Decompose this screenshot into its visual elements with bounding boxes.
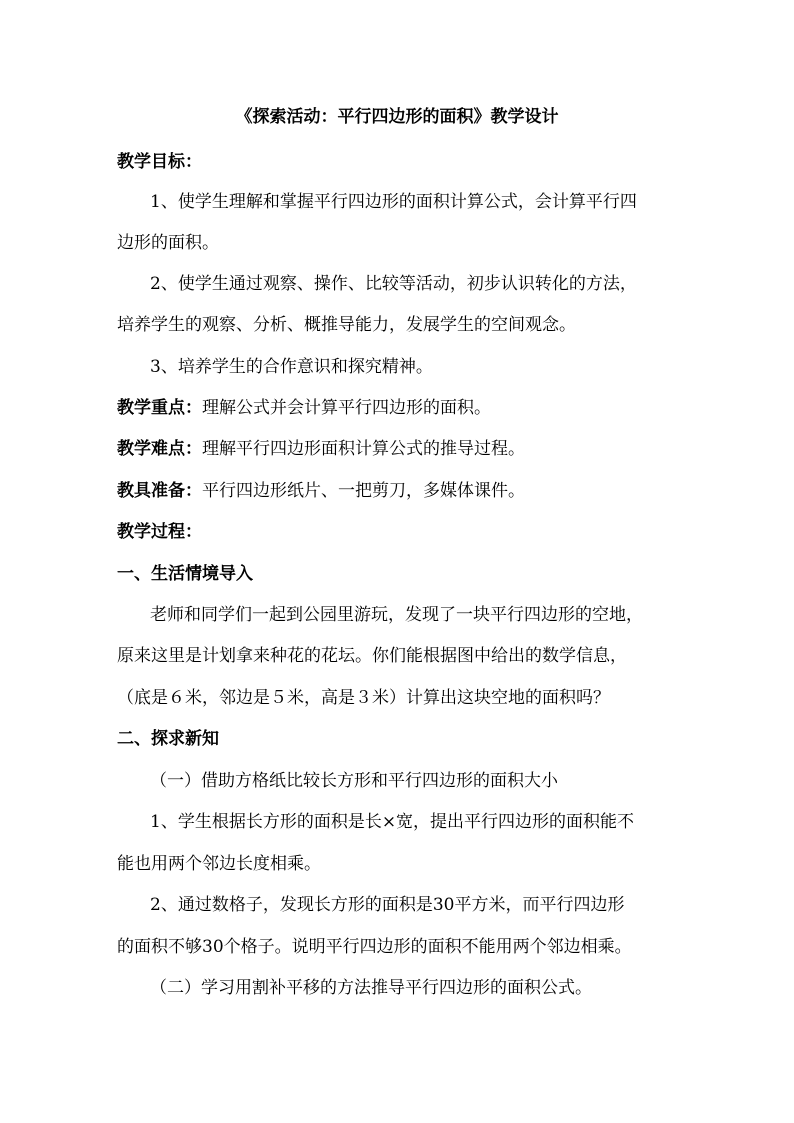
objective-1-line-1: 1、使学生理解和掌握平行四边形的面积计算公式，会计算平行四 bbox=[150, 192, 637, 212]
objectives-heading: 教学目标： bbox=[117, 152, 202, 172]
objective-3: 3、培养学生的合作意识和探究精神。 bbox=[150, 357, 433, 377]
key-point-text: 理解公式并会计算平行四边形的面积。 bbox=[202, 398, 491, 418]
subsection-2-heading: （二）学习用割补平移的方法推导平行四边形的面积公式。 bbox=[150, 978, 592, 998]
materials-label: 教具准备： bbox=[117, 481, 202, 501]
document-title: 《探索活动：平行四边形的面积》教学设计 bbox=[235, 107, 559, 127]
materials-row bbox=[0, 479, 794, 503]
key-point-label: 教学重点： bbox=[117, 398, 202, 418]
difficulty-text: 理解平行四边形面积计算公式的推导过程。 bbox=[202, 439, 525, 459]
subsection-1-heading: （一）借助方格纸比较长方形和平行四边形的面积大小 bbox=[150, 771, 558, 791]
subsection-1-item-2-line-1: 2、通过数格子，发现长方形的面积是30平方米，而平行四边形 bbox=[150, 895, 625, 915]
objective-1-line-2: 边形的面积。 bbox=[117, 233, 219, 253]
subsection-1-item-1-line-2: 能也用两个邻边长度相乘。 bbox=[117, 854, 321, 874]
subsection-1-item-2-line-2: 的面积不够30个格子。说明平行四边形的面积不能用两个邻边相乘。 bbox=[117, 937, 632, 957]
materials-text: 平行四边形纸片、一把剪刀，多媒体课件。 bbox=[202, 481, 525, 501]
section-2-heading: 二、探求新知 bbox=[117, 729, 219, 749]
objective-2-line-2: 培养学生的观察、分析、概推导能力，发展学生的空间观念。 bbox=[117, 315, 576, 335]
subsection-1-item-1-line-1: 1、学生根据长方形的面积是长×宽，提出平行四边形的面积能不 bbox=[150, 812, 635, 832]
difficulty-label: 教学难点： bbox=[117, 439, 202, 459]
section-1-paragraph-line-1: 老师和同学们一起到公园里游玩，发现了一块平行四边形的空地， bbox=[150, 605, 643, 625]
difficulty-row bbox=[0, 437, 794, 461]
process-heading: 教学过程： bbox=[117, 522, 202, 542]
section-1-paragraph-line-2: 原来这里是计划拿来种花的花坛。你们能根据图中给出的数学信息， bbox=[117, 646, 627, 666]
key-point-row bbox=[0, 396, 794, 420]
objective-2-line-1: 2、使学生通过观察、操作、比较等活动，初步认识转化的方法， bbox=[150, 274, 637, 294]
section-1-heading: 一、生活情境导入 bbox=[117, 564, 253, 584]
section-1-paragraph-line-3: （底是６米，邻边是５米，高是３米）计算出这块空地的面积吗？ bbox=[117, 688, 610, 708]
